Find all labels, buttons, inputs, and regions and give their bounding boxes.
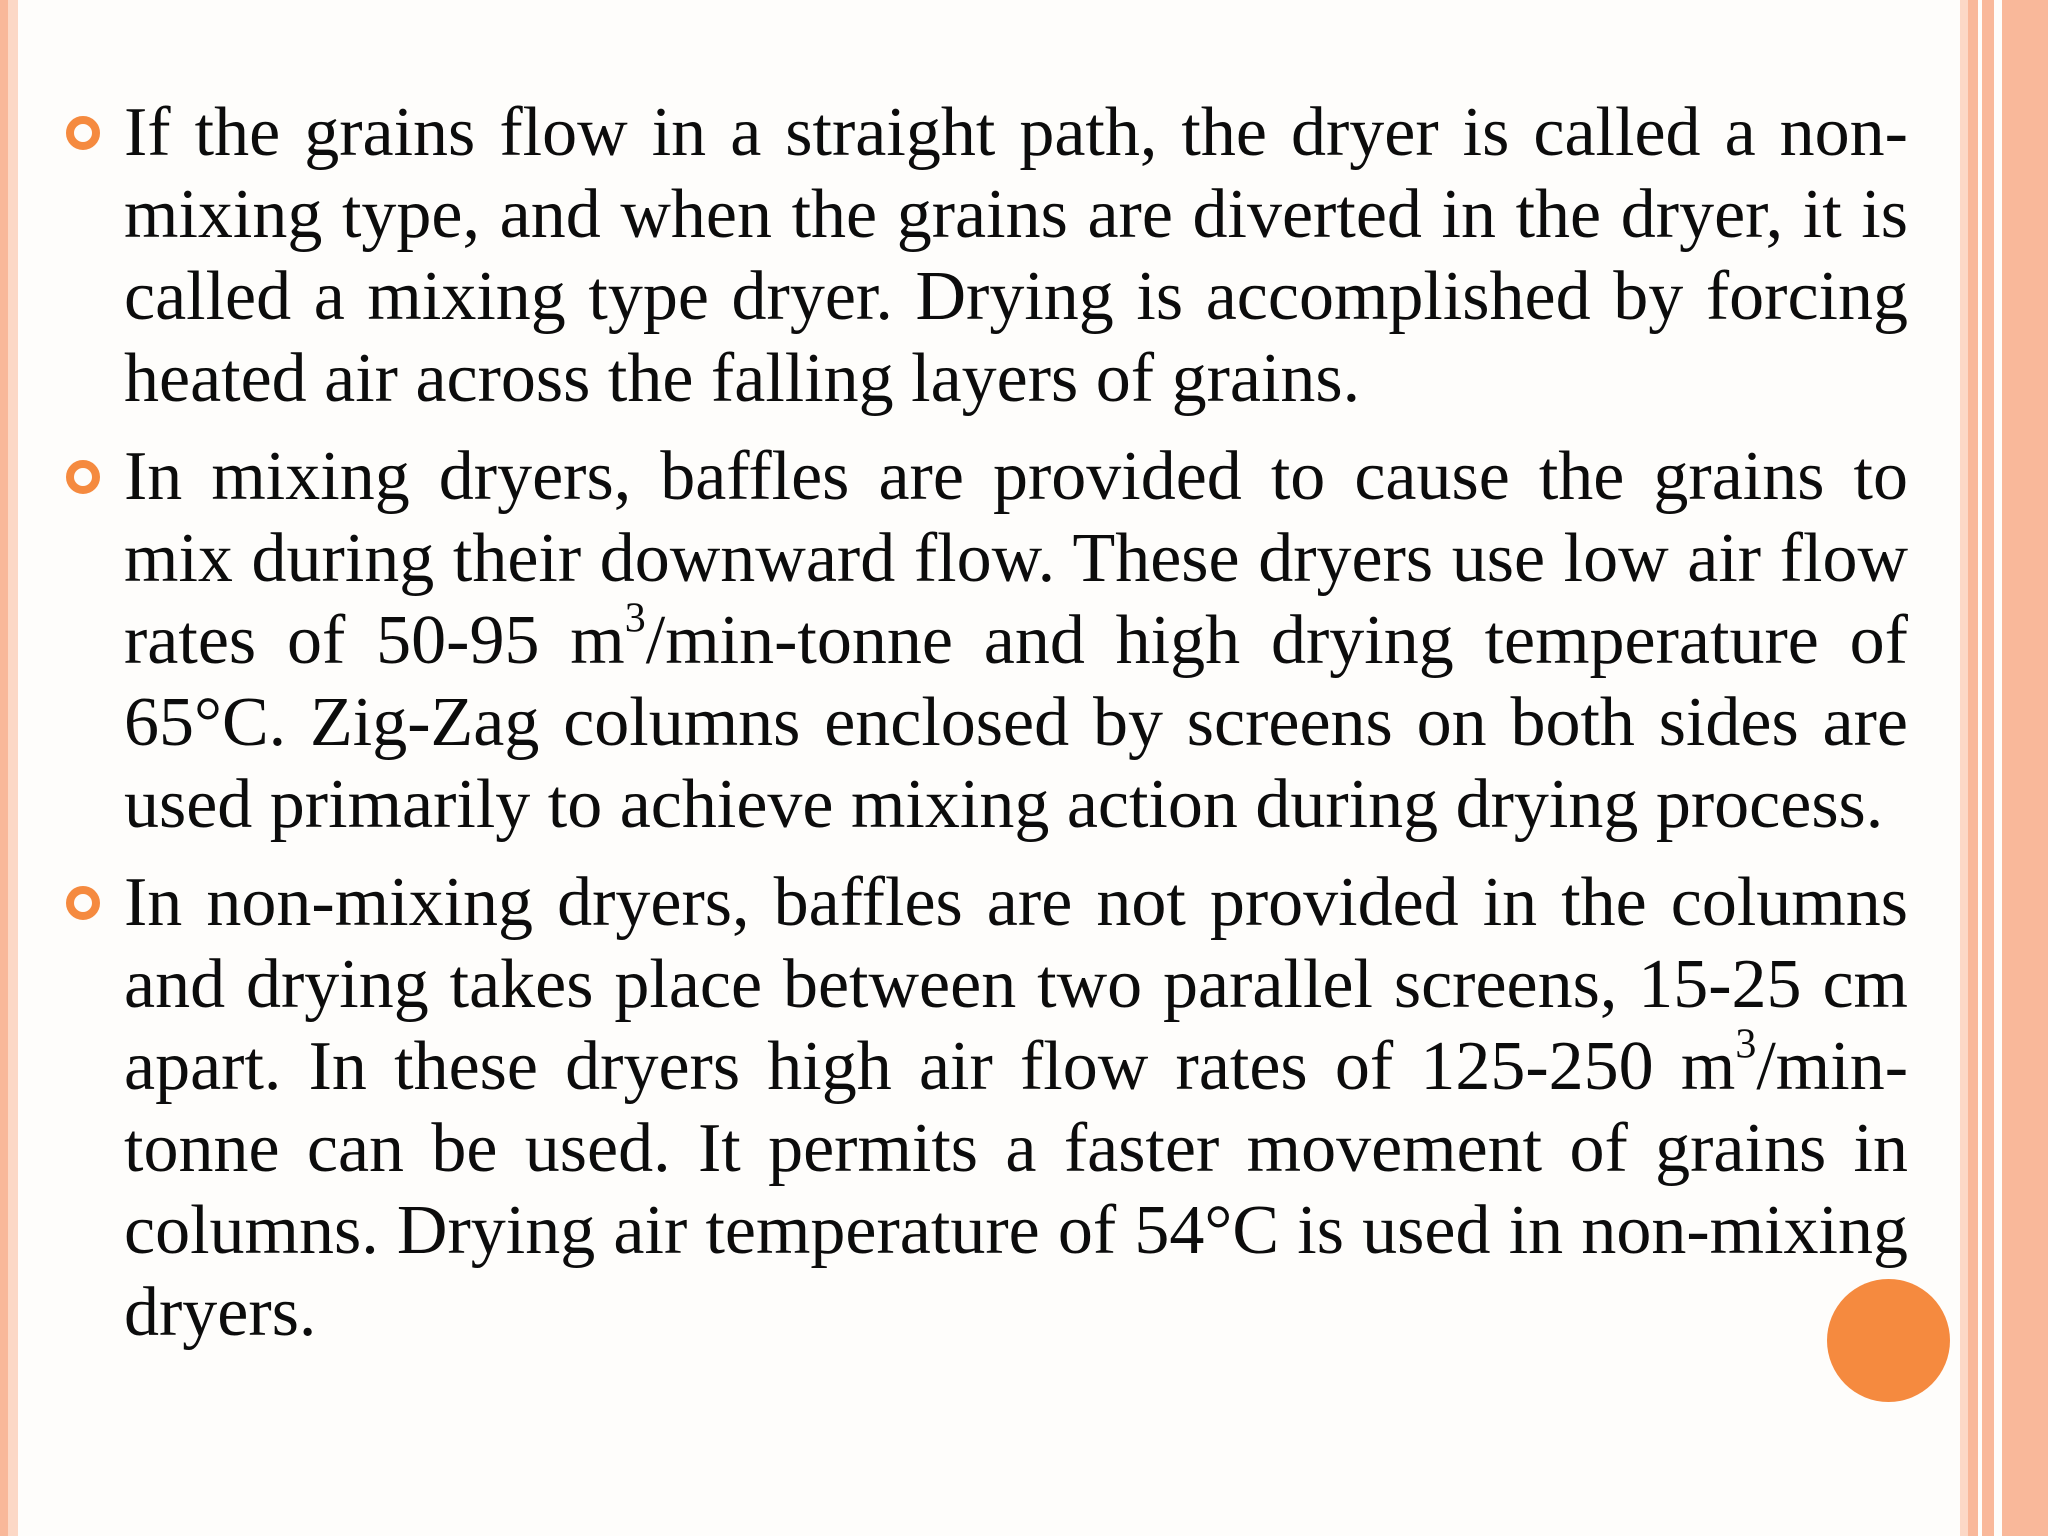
bullet-text	[124, 94, 1908, 417]
hollow-circle-bullet-icon	[66, 460, 100, 494]
bullet-text-segment: If the grains flow in a straight path, the dryer is called a non-mixing type, and when the grains are diverted in the dryer, it is called a mixing type dryer. Drying is accomplished by forcing heated air across the falling layers of grains.	[124, 94, 1908, 417]
bullet-text	[124, 438, 1908, 843]
bullet-item	[56, 862, 1908, 1354]
bullet-list	[56, 92, 1908, 1370]
superscript: 3	[1735, 1021, 1757, 1068]
bullet-text-segment: In mixing dryers, baffles are provided to cause the grains to mix during their downward flow. These dryers use low air flow rates of 50-95 m	[124, 438, 1908, 679]
bullet-item	[56, 92, 1908, 420]
right-border-stripe-6	[2002, 0, 2048, 1536]
bullet-item	[56, 436, 1908, 846]
right-border-stripe-4	[1982, 0, 1994, 1536]
bullet-text-segment: /min-tonne and high drying temperature of 65°C. Zig-Zag columns enclosed by screens on both sides are used primarily to achieve mixing action during drying process.	[124, 602, 1908, 843]
right-border-stripe-1	[1960, 0, 1968, 1536]
right-border-stripe-2	[1968, 0, 1978, 1536]
left-border-stripe-inner	[8, 0, 18, 1536]
decorative-orange-circle	[1827, 1279, 1950, 1402]
bullet-text-segment: /min-tonne can be used. It permits a faster movement of grains in columns. Drying air temperature of 54°C is used in non-mixing dryers.	[124, 1028, 1908, 1351]
bullet-text	[124, 864, 1908, 1351]
bullet-text-segment: In non-mixing dryers, baffles are not provided in the columns and drying takes place between two parallel screens, 15-25 cm apart. In these dryers high air flow rates of 125-250 m	[124, 864, 1908, 1105]
superscript: 3	[624, 595, 646, 642]
left-border-stripe	[0, 0, 8, 1536]
hollow-circle-bullet-icon	[66, 886, 100, 920]
hollow-circle-bullet-icon	[66, 116, 100, 150]
right-border-stripe-5	[1994, 0, 2002, 1536]
